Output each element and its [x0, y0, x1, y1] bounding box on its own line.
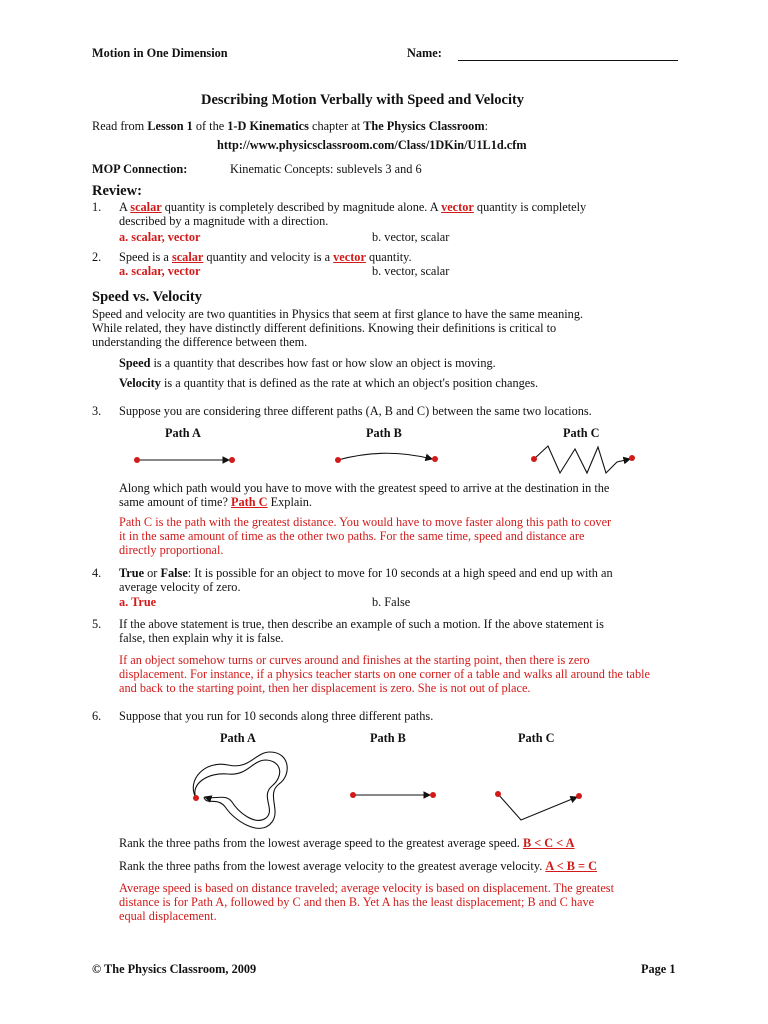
q5-answer-2: displacement. For instance, if a physics teacher starts on one corner of a table and walks all around the table [119, 667, 650, 681]
mop-text: Kinematic Concepts: sublevels 3 and 6 [230, 162, 422, 176]
q4-option-a: a. True [119, 595, 157, 609]
q3-number: 3. [92, 404, 102, 418]
q6-explain-1: Average speed is based on distance traveled; average velocity is based on displacement. The greatest [119, 881, 614, 895]
q2-answer-2: vector [333, 250, 366, 264]
q3-path-c-diagram [531, 446, 635, 473]
reading-url[interactable]: http://www.physicsclassroom.com/Class/1DKin/U1L1d.cfm [217, 138, 527, 152]
q6-rank-velocity-answer: A < B = C [545, 859, 597, 873]
q5-number: 5. [92, 617, 102, 631]
q6-text: Suppose that you run for 10 seconds along three different paths. [119, 709, 434, 723]
q3-explain-2: it in the same amount of time as the other two paths. For the same time, speed and distance are [119, 529, 585, 543]
footer-page-number: Page 1 [641, 962, 676, 976]
q5-text-2: false, then explain why it is false. [119, 631, 284, 645]
reading-line: Read from Lesson 1 of the 1-D Kinematics chapter at The Physics Classroom: [92, 119, 488, 133]
speed-definition: Speed is a quantity that describes how fast or how slow an object is moving. [119, 356, 496, 370]
q3-answer: Path C [231, 495, 268, 509]
q3-text: Suppose you are considering three different paths (A, B and C) between the same two locations. [119, 404, 592, 418]
q1-answer-1: scalar [130, 200, 162, 214]
q5-answer-1: If an object somehow turns or curves around and finishes at the starting point, then there is zero [119, 653, 590, 667]
q2-option-a: a. scalar, vector [119, 264, 201, 278]
section-heading: Speed vs. Velocity [92, 289, 202, 305]
q4-text: True or False: It is possible for an object to move for 10 seconds at a high speed and end up with an [119, 566, 613, 580]
q6-path-a-label: Path A [220, 731, 256, 745]
footer-copyright: © The Physics Classroom, 2009 [92, 962, 257, 976]
q6-number: 6. [92, 709, 102, 723]
q3-path-a-diagram [134, 457, 235, 463]
q6-explain-3: equal displacement. [119, 909, 217, 923]
q6-rank-speed: Rank the three paths from the lowest average speed to the greatest average speed. B < C < A [119, 836, 575, 850]
q6-path-c-diagram [495, 791, 582, 820]
q1-option-b: b. vector, scalar [372, 230, 450, 244]
q6-path-b-diagram [350, 792, 436, 798]
intro-line-2: While related, they have distinctly different definitions. Knowing their definitions is critical to [92, 321, 557, 335]
q5-answer-3: and back to the starting point, then her displacement is zero. She is not out of place. [119, 681, 531, 695]
name-label: Name: [407, 46, 442, 60]
q6-rank-velocity: Rank the three paths from the lowest average velocity to the greatest average velocity. A < B = C [119, 859, 597, 873]
q1-text: A scalar quantity is completely described by magnitude alone. A vector quantity is completely [119, 200, 587, 214]
intro-line-1: Speed and velocity are two quantities in Physics that seem at first glance to have the same meaning. [92, 307, 584, 321]
q3-explain-1: Path C is the path with the greatest distance. You would have to move faster along this path to cover [119, 515, 612, 529]
q3-question-line1: Along which path would you have to move with the greatest speed to arrive at the destination in the [119, 481, 610, 495]
q3-question-line2: same amount of time? Path C Explain. [119, 495, 312, 509]
q6-path-c-label: Path C [518, 731, 555, 745]
review-heading: Review: [92, 183, 142, 199]
q1-option-a: a. scalar, vector [119, 230, 201, 244]
q4-text-line2: average velocity of zero. [119, 580, 241, 594]
q3-path-b-diagram [335, 453, 438, 463]
q1-number: 1. [92, 200, 102, 214]
q3-explain-3: directly proportional. [119, 543, 224, 557]
q2-option-b: b. vector, scalar [372, 264, 450, 278]
q2-text: Speed is a scalar quantity and velocity is a vector quantity. [119, 250, 412, 264]
q3-path-c-label: Path C [563, 426, 600, 440]
page-title: Describing Motion Verbally with Speed and Velocity [201, 92, 525, 108]
q6-path-b-label: Path B [370, 731, 406, 745]
q1-text-line2: described by a magnitude with a direction. [119, 214, 329, 228]
mop-label: MOP Connection: [92, 162, 188, 176]
q3-path-b-label: Path B [366, 426, 402, 440]
q4-number: 4. [92, 566, 102, 580]
q5-text-1: If the above statement is true, then describe an example of such a motion. If the above statement is [119, 617, 604, 631]
q4-option-b: b. False [372, 595, 411, 609]
q2-answer-1: scalar [171, 250, 204, 264]
unit-title: Motion in One Dimension [92, 46, 228, 60]
velocity-definition: Velocity is a quantity that is defined as the rate at which an object's position changes. [119, 376, 539, 390]
intro-line-3: understanding the difference between them. [92, 335, 308, 349]
q2-number: 2. [92, 250, 102, 264]
q6-rank-speed-answer: B < C < A [522, 836, 575, 850]
q6-path-a-diagram [193, 752, 287, 828]
q3-path-a-label: Path A [165, 426, 201, 440]
q1-answer-2: vector [441, 200, 474, 214]
q6-explain-2: distance is for Path A, followed by C and then B. Yet A has the least displacement; B and C have [119, 895, 595, 909]
